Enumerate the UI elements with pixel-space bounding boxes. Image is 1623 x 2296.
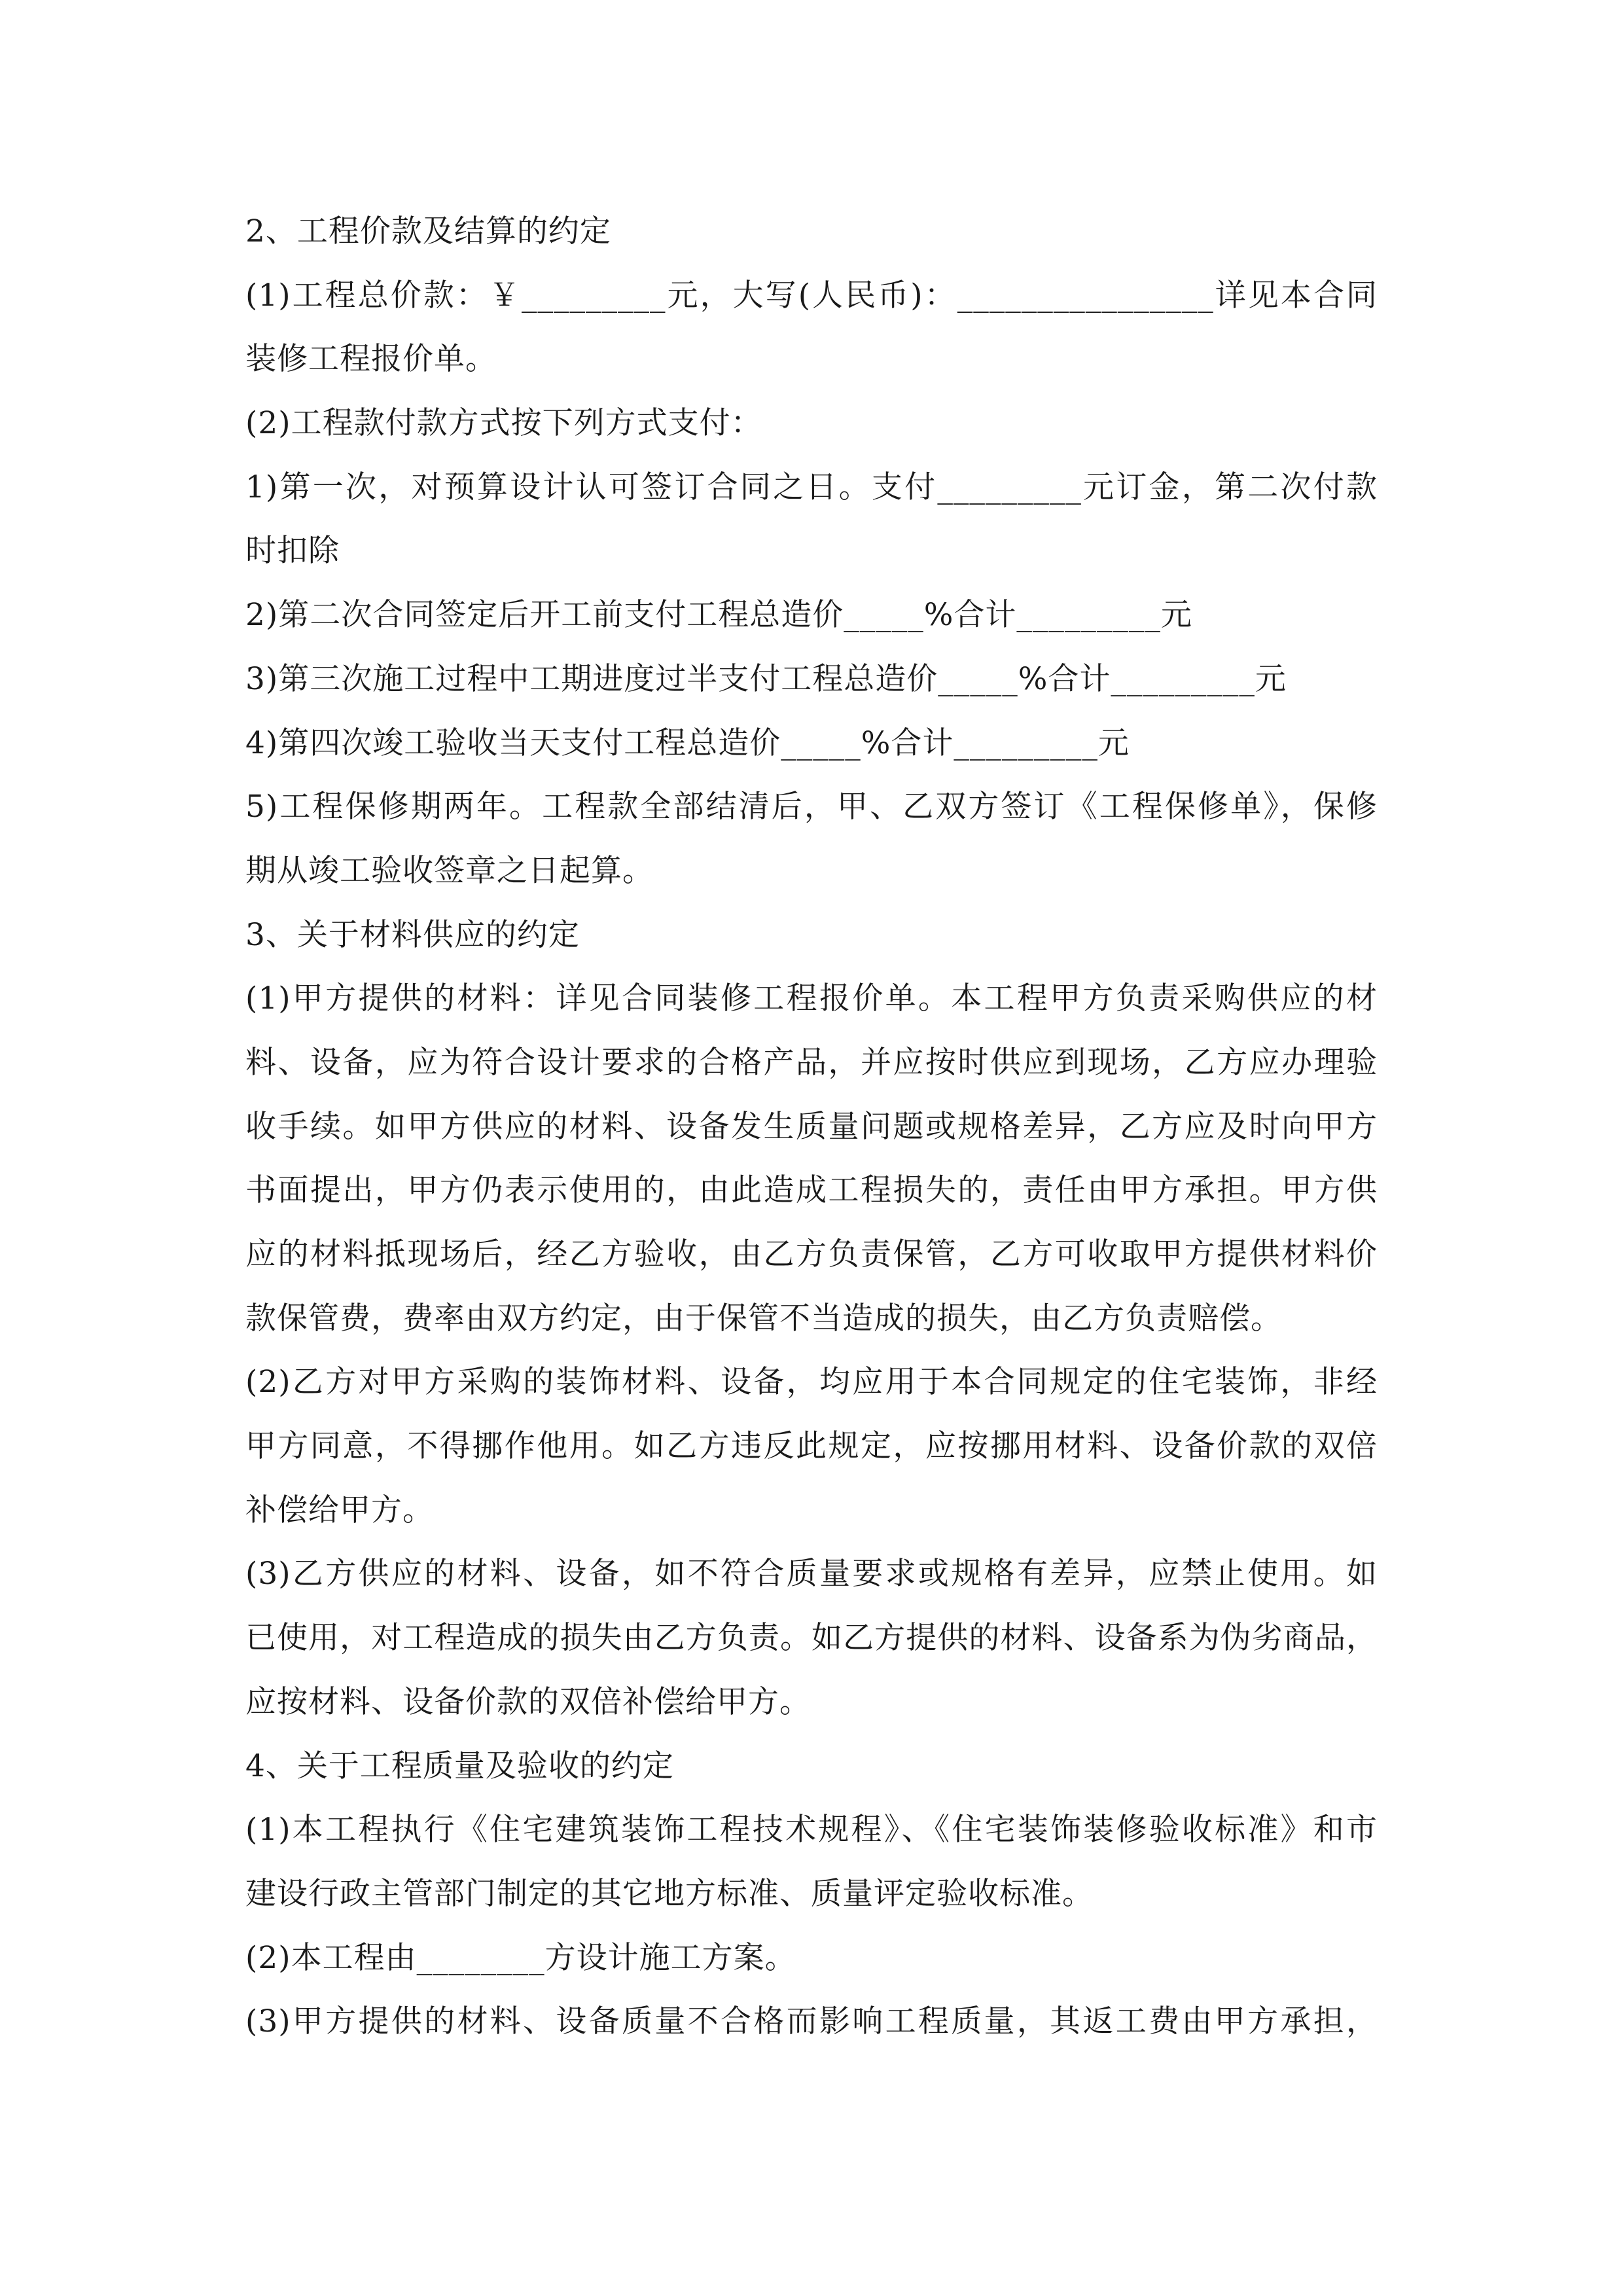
paragraph-line: 书面提出，甲方仍表示使用的，由此造成工程损失的，责任由甲方承担。甲方供 <box>245 1172 1378 1209</box>
paragraph-line: (3)甲方提供的材料、设备质量不合格而影响工程质量，其返工费由甲方承担， <box>245 2003 1378 2040</box>
paragraph-line: 2)第二次合同签定后开工前支付工程总造价_____%合计_________元 <box>245 597 1192 634</box>
paragraph-line: 应按材料、设备价款的双倍补偿给甲方。 <box>245 1683 811 1720</box>
section-heading: 2、工程价款及结算的约定 <box>245 213 611 249</box>
paragraph-line: (2)工程款付款方式按下列方式支付： <box>245 405 762 442</box>
paragraph-line: 5)工程保修期两年。工程款全部结清后，甲、乙双方签订《工程保修单》，保修 <box>245 789 1378 825</box>
paragraph-line: 收手续。如甲方供应的材料、设备发生质量问题或规格差异，乙方应及时向甲方 <box>245 1108 1378 1145</box>
paragraph-line: 3)第三次施工过程中工期进度过半支付工程总造价_____%合计_________元 <box>245 660 1287 697</box>
paragraph-line: 时扣除 <box>245 533 340 569</box>
paragraph-line: (2)本工程由________方设计施工方案。 <box>245 1939 796 1976</box>
paragraph-line: 期从竣工验收签章之日起算。 <box>245 852 654 889</box>
paragraph-line: (1)本工程执行《住宅建筑装饰工程技术规程》、《住宅装饰装修验收标准》和市 <box>245 1812 1378 1848</box>
paragraph-line: 应的材料抵现场后，经乙方验收，由乙方负责保管，乙方可收取甲方提供材料价 <box>245 1236 1378 1272</box>
paragraph-line: (1)工程总价款：￥_________元，大写(人民币)：________________详见本合同 <box>245 277 1378 314</box>
paragraph-line: 1)第一次，对预算设计认可签订合同之日。支付_________元订金，第二次付款 <box>245 469 1378 505</box>
section-heading: 3、关于材料供应的约定 <box>245 916 580 953</box>
paragraph-line: 款保管费，费率由双方约定，由于保管不当造成的损失，由乙方负责赔偿。 <box>245 1300 1282 1336</box>
document-body <box>245 200 1378 2054</box>
paragraph-line: 4)第四次竣工验收当天支付工程总造价_____%合计_________元 <box>245 725 1130 761</box>
paragraph-line: (2)乙方对甲方采购的装饰材料、设备，均应用于本合同规定的住宅装饰，非经 <box>245 1364 1378 1401</box>
paragraph-line: 建设行政主管部门制定的其它地方标准、质量评定验收标准。 <box>245 1875 1094 1912</box>
paragraph-line: 料、设备，应为符合设计要求的合格产品，并应按时供应到现场，乙方应办理验 <box>245 1044 1378 1081</box>
paragraph-line: 已使用，对工程造成的损失由乙方负责。如乙方提供的材料、设备系为伪劣商品， <box>245 1620 1378 1657</box>
paragraph-line: (1)甲方提供的材料：详见合同装修工程报价单。本工程甲方负责采购供应的材 <box>245 980 1378 1017</box>
paragraph-line: 补偿给甲方。 <box>245 1492 434 1528</box>
paragraph-line: 甲方同意，不得挪作他用。如乙方违反此规定，应按挪用材料、设备价款的双倍 <box>245 1428 1378 1465</box>
paragraph-line: 装修工程报价单。 <box>245 341 497 378</box>
section-heading: 4、关于工程质量及验收的约定 <box>245 1748 674 1784</box>
paragraph-line: (3)乙方供应的材料、设备，如不符合质量要求或规格有差异，应禁止使用。如 <box>245 1556 1378 1592</box>
